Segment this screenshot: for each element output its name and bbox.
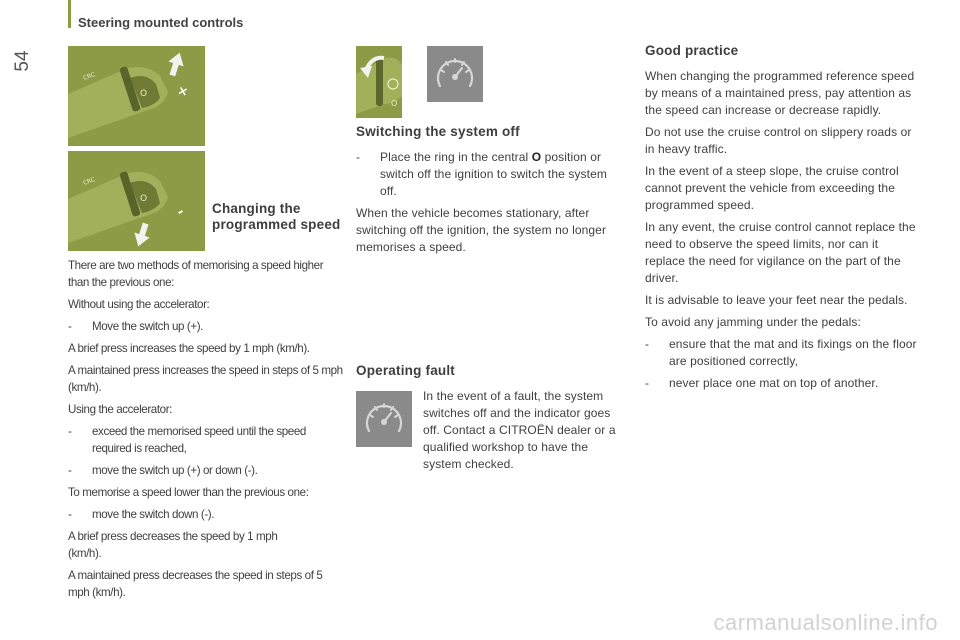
intro-text: There are two methods of memorising a speed higher than the previous one: <box>68 259 324 289</box>
brief-press-up-text: A brief press increases the speed by 1 mph (km/h). <box>68 342 310 355</box>
good-practice-paragraph: In the event of a steep slope, the cruise control cannot prevent the vehicle from exceeding the programmed speed. <box>645 164 899 212</box>
watermark: carmanualsonline.info <box>713 610 938 635</box>
list-item: - Place the ring in the central O position or switch off the ignition to switch the system off. <box>356 150 607 198</box>
switching-off-section <box>356 149 624 261</box>
section-title: Steering mounted controls <box>78 15 244 30</box>
page-number: 54 <box>12 50 33 72</box>
cruise-control-stalk-up-illustration <box>68 46 205 146</box>
using-accelerator-label: Using the accelerator: <box>68 403 172 416</box>
list-item: - move the switch up (+) or down (-). <box>68 464 258 477</box>
good-practice-heading: Good practice <box>645 43 739 58</box>
good-practice-paragraph: In any event, the cruise control cannot replace the need to observe the speed limits, nor can it replace the need for vigilance on the part of the driver. <box>645 220 916 285</box>
stalk-o-label: O <box>140 89 148 99</box>
good-practice-paragraph: To avoid any jamming under the pedals: <box>645 315 861 329</box>
maintained-press-down-text: A maintained press decreases the speed in steps of 5 mph (km/h). <box>68 569 323 599</box>
stalk-o-label: O <box>140 194 148 204</box>
ring-position-label: O <box>531 150 542 164</box>
good-practice-paragraph: It is advisable to leave your feet near the pedals. <box>645 293 908 307</box>
cruise-control-indicator-icon <box>427 46 483 102</box>
arrow-up-icon <box>165 50 188 78</box>
lower-speed-label: To memorise a speed lower than the previous one: <box>68 486 309 499</box>
stalk-plus-label: + <box>174 81 193 102</box>
without-accelerator-label: Without using the accelerator: <box>68 298 210 311</box>
list-item: - move the switch down (-). <box>68 508 215 521</box>
changing-speed-heading: Changing the programmed speed <box>212 201 341 232</box>
cruise-control-fault-indicator-icon <box>356 391 412 447</box>
stalk-crc-label: CRC <box>82 71 97 82</box>
stalk-minus-label: - <box>174 203 188 221</box>
cruise-control-ring-illustration <box>356 46 402 118</box>
cruise-control-stalk-down-illustration <box>68 151 205 251</box>
list-item: - exceed the memorised speed until the speed required is reached, <box>68 425 306 455</box>
list-item: - Move the switch up (+). <box>68 320 203 333</box>
changing-speed-section <box>68 257 344 606</box>
list-item: - never place one mat on top of another. <box>645 376 879 390</box>
good-practice-section <box>645 68 917 397</box>
good-practice-paragraph: When changing the programmed reference speed by means of a maintained press, pay attention as the speed can increase or decrease rapidly. <box>645 69 915 117</box>
section-accent-bar <box>68 0 71 28</box>
switching-off-heading: Switching the system off <box>356 124 520 139</box>
good-practice-paragraph: Do not use the cruise control on slippery roads or in heavy traffic. <box>645 125 912 156</box>
stationary-note: When the vehicle becomes stationary, after switching off the ignition, the system no longer memorises a speed. <box>356 206 607 254</box>
operating-fault-text: In the event of a fault, the system switches off and the indicator goes off. Contact a CITROËN dealer or a qualified workshop to have the system checked. <box>423 389 616 471</box>
list-item: - ensure that the mat and its fixings on the floor are positioned correctly, <box>645 337 917 368</box>
arrow-down-icon <box>131 221 154 249</box>
brief-press-down-text: A brief press decreases the speed by 1 mph (km/h). <box>68 530 278 560</box>
stalk-crc-label: CRC <box>82 176 97 187</box>
maintained-press-up-text: A maintained press increases the speed in steps of 5 mph (km/h). <box>68 364 343 394</box>
operating-fault-heading: Operating fault <box>356 363 456 378</box>
ring-o-label: O <box>391 99 398 108</box>
